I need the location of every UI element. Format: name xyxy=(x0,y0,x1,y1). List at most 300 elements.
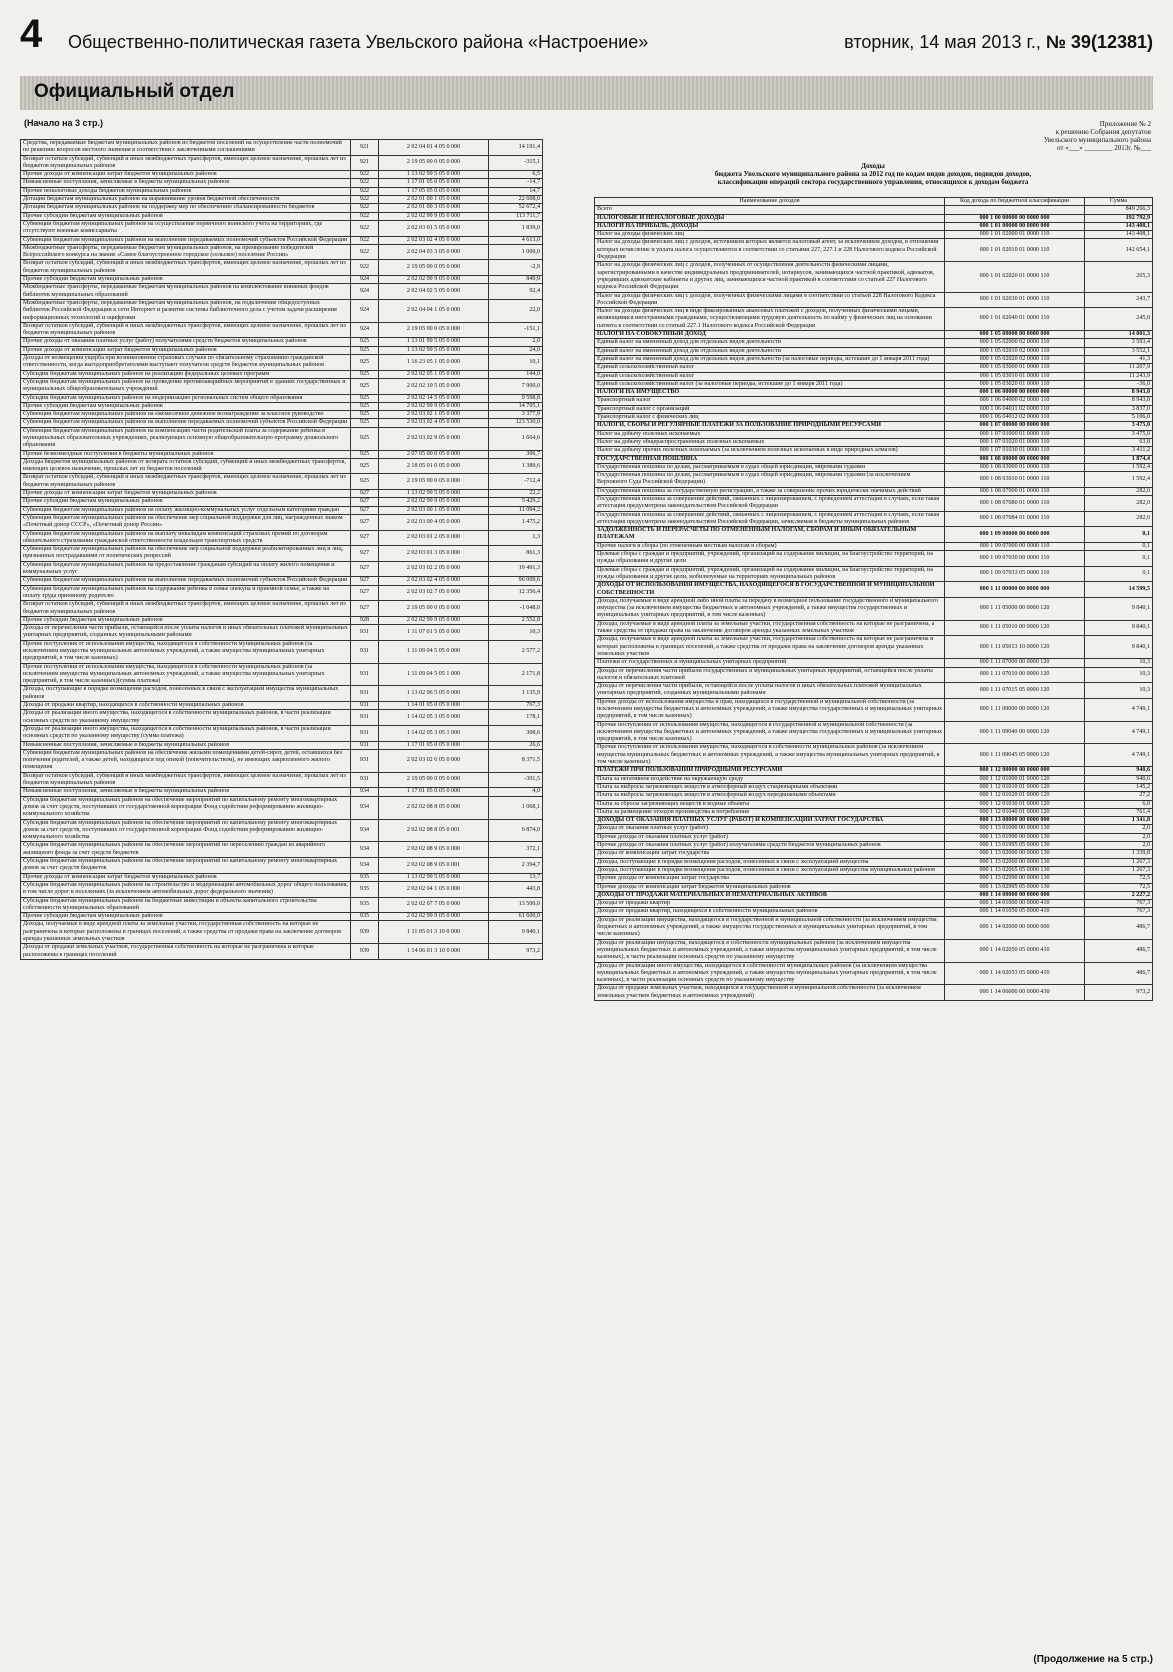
table-cell: Доходы от реализации иного имущества, находящегося в собственности муниципальных районов, в части реализации основных средств по указанному имуществу (сумма платежа) xyxy=(21,725,351,741)
table-row xyxy=(595,372,1153,380)
table-row xyxy=(21,490,543,498)
table-cell: Доходы от продажи земельных участков, находящихся в государственной и муниципальной собственности (за исключением земельных участков бюджетных и автономных учреждений) xyxy=(595,985,945,1001)
table-cell: 1 14 02 05 3 05 0 000 xyxy=(379,710,489,726)
table-cell: 000 1 14 01050 05 0000 410 xyxy=(945,908,1085,916)
table-row xyxy=(21,244,543,260)
table-cell: Прочие доходы от компенсации затрат бюджетов муниципальных районов xyxy=(595,883,945,891)
table-cell: Межбюджетные трансферты, передаваемые бюджетам муниципальных районов, на премирование победителей Всероссийского конкурса на звание «Самое благоустроенное городское (сельское) поселение России» xyxy=(21,244,351,260)
table-cell: 1 592,4 xyxy=(1085,472,1153,488)
table-cell: Прочие поступления от использования имущества, находящегося в государственной и муниципальной собственности (за исключением имущества бюджетных и автономных учреждений, а также имущества государственных и муниципальных унитарных предприятий, в том числе казенных) xyxy=(595,721,945,744)
table-cell: 000 1 11 00000 00 0000 000 xyxy=(945,582,1085,598)
table-row xyxy=(21,179,543,187)
table-cell: 928 xyxy=(351,616,379,624)
table-cell: 2 394,7 xyxy=(489,858,543,874)
table-cell: 934 xyxy=(351,842,379,858)
table-cell: 9 840,1 xyxy=(489,921,543,944)
table-cell: 000 1 01 02030 01 0000 110 xyxy=(945,292,1085,308)
table-row xyxy=(595,800,1153,808)
table-row xyxy=(21,155,543,171)
table-cell: 9 598,8 xyxy=(489,394,543,402)
table-cell: 000 1 13 02065 05 0000 130 xyxy=(945,866,1085,874)
table-cell: 143 408,1 xyxy=(1085,231,1153,239)
table-cell: -14,7 xyxy=(489,179,543,187)
table-cell: 935 xyxy=(351,913,379,921)
table-row xyxy=(21,944,543,960)
table-cell: 000 1 14 00000 00 0000 000 xyxy=(945,891,1085,899)
table-cell: 934 xyxy=(351,819,379,842)
table-cell: 925 xyxy=(351,450,379,458)
table-cell: -1 048,0 xyxy=(489,601,543,617)
table-cell: 1 389,6 xyxy=(489,458,543,474)
table-cell: Налог на добычу общераспространенных полезных ископаемых xyxy=(595,438,945,446)
table-cell: НАЛОГИ НА ПРИБЫЛЬ, ДОХОДЫ xyxy=(595,222,945,230)
table-cell: 000 1 13 02060 00 0000 130 xyxy=(945,858,1085,866)
table-cell: 924 xyxy=(351,322,379,338)
table-cell: Доходы от возмещения ущерба при возникновении страховых случаев по обязательному страхованию гражданской ответственности, когда выгодоприобретателями выступают получатели средств бюджетов муниципальных районов xyxy=(21,355,351,371)
table-cell: 2 07 05 00 0 05 0 000 xyxy=(379,450,489,458)
table-cell: Прочие неналоговые доходы бюджетов муниципальных районов xyxy=(21,187,351,195)
table-cell: 000 1 13 00000 00 0000 000 xyxy=(945,817,1085,825)
table-cell: 1 11 09 04 5 05 1 000 xyxy=(379,663,489,686)
table-cell: 000 1 13 02000 00 0000 130 xyxy=(945,850,1085,858)
table-row xyxy=(595,551,1153,567)
table-cell: 000 1 05 03010 01 0000 110 xyxy=(945,372,1085,380)
table-row xyxy=(595,825,1153,833)
table-cell: ЗАДОЛЖЕННОСТЬ И ПЕРЕРАСЧЕТЫ ПО ОТМЕНЕННЫМ НАЛОГАМ, СБОРАМ И ИНЫМ ОБЯЗАТЕЛЬНЫМ ПЛАТЕЖАМ xyxy=(595,527,945,543)
table-row xyxy=(21,546,543,562)
table-cell: Субвенции бюджетам муниципальных районов на обеспечение жилыми помещениями детей-сирот, детей, оставшихся без попечения родителей, а также детей, находящихся под опекой (попечительством), не имеющих закрепленного жилого помещения xyxy=(21,749,351,772)
table-cell: 22 608,0 xyxy=(489,196,543,204)
table-cell: 000 1 05 02000 02 0000 110 xyxy=(945,339,1085,347)
header-sum: Сумма xyxy=(1085,198,1153,206)
table-cell: 4 749,1 xyxy=(1085,698,1153,721)
table-cell: 000 1 14 02053 05 0000 410 xyxy=(945,962,1085,985)
table-cell: Единый сельскохозяйственный налог (за налоговые периоды, истекшие до 1 января 2011 года) xyxy=(595,380,945,388)
table-cell: 939 xyxy=(351,944,379,960)
table-cell: Доходы от перечисления части прибыли, остающейся после уплаты налогов и иных обязательных платежей муниципальных унитарных предприятий, созданных муниципальными районами xyxy=(21,625,351,641)
table-cell: 000 1 14 01000 00 0000 410 xyxy=(945,900,1085,908)
table-cell: 935 xyxy=(351,897,379,913)
table-cell: 2 02 01 00 1 05 0 000 xyxy=(379,196,489,204)
table-row xyxy=(21,212,543,220)
table-cell: 3 593,4 xyxy=(1085,339,1153,347)
table-cell: 927 xyxy=(351,490,379,498)
table-cell: 924 xyxy=(351,276,379,284)
table-cell: 2 02 01 00 3 05 0 000 xyxy=(379,204,489,212)
table-cell: 1 13 02 99 5 05 0 000 xyxy=(379,873,489,881)
table-cell: 306,7 xyxy=(489,450,543,458)
table-cell: 243,7 xyxy=(1085,292,1153,308)
table-cell: 72,5 xyxy=(1085,883,1153,891)
table-cell: 2 02 02 08 8 05 0 001 xyxy=(379,819,489,842)
table-row xyxy=(595,405,1153,413)
table-row xyxy=(21,171,543,179)
table-cell: Субвенции бюджетам муниципальных районов на оплату жилищно-коммунальных услуг отдельным категориям граждан xyxy=(21,506,351,514)
table-cell: Субвенции бюджетам муниципальных районов на обеспечение мер социальной поддержки для лиц, награжденных знаком «Почетный донор СССР», «Почетный донор России» xyxy=(21,514,351,530)
table-cell: 000 1 07 00000 00 0000 000 xyxy=(945,422,1085,430)
table-cell: 940,6 xyxy=(1085,767,1153,775)
table-cell: Прочие доходы от компенсации затрат бюджетов муниципальных районов xyxy=(21,346,351,354)
table-cell: Налог на доходы физических лиц в виде фиксированных авансовых платежей с доходов, полученных физическими лицами, являющимися иностранными гражданами, осуществляющими трудовую деятельность по найму у физических лиц на основании патента в соответствии со статьей 227.1 Налогового кодекса Российской Федерации xyxy=(595,308,945,331)
table-row xyxy=(21,663,543,686)
table-row xyxy=(21,514,543,530)
table-cell: 1 475,2 xyxy=(489,514,543,530)
section-title: Официальный отдел xyxy=(34,81,235,102)
table-row xyxy=(21,873,543,881)
table-row xyxy=(21,881,543,897)
table-cell: 2 18 05 01 0 05 0 000 xyxy=(379,458,489,474)
table-cell: 000 1 11 09000 00 0000 120 xyxy=(945,698,1085,721)
table-cell: 767,3 xyxy=(489,702,543,710)
table-row xyxy=(21,702,543,710)
table-cell: 3 411,2 xyxy=(1085,447,1153,455)
table-cell: 5 106,0 xyxy=(1085,414,1153,422)
table-cell: 931 xyxy=(351,725,379,741)
table-cell: Субвенции бюджетам муниципальных районов на выплату инвалидам компенсаций страховых премий по договорам обязательного страхования гражданской ответственности владельцев транспортных средств xyxy=(21,530,351,546)
table-cell: 922 xyxy=(351,171,379,179)
table-cell: Возврат остатков субсидий, субвенций и иных межбюджетных трансфертов, имеющих целевое назначение, прошлых лет из бюджетов муниципальных районов xyxy=(21,601,351,617)
table-row xyxy=(21,741,543,749)
table-cell: Государственная пошлина за совершение действий, связанных с лицензированием, с проведением аттестации в случаях, если такая аттестация предусмотрена законодательством Российской Федерации, зачисляемая в бюджеты муниципальных районов xyxy=(595,511,945,527)
table-cell: 000 1 12 00000 00 0000 000 xyxy=(945,767,1085,775)
table-cell: 2 02 03 01 3 05 0 000 xyxy=(379,546,489,562)
table-cell: 2 02 02 99 9 05 0 000 xyxy=(379,498,489,506)
table-row xyxy=(21,640,543,663)
table-cell: 2 02 03 02 1 05 0 000 xyxy=(379,411,489,419)
table-cell: 000 1 09 07030 00 0000 110 xyxy=(945,551,1085,567)
table-row xyxy=(21,601,543,617)
table-row xyxy=(595,721,1153,744)
table-cell: 000 1 12 01000 01 0000 120 xyxy=(945,775,1085,783)
table-row xyxy=(595,698,1153,721)
table-cell: Государственная пошлина по делам, рассматриваемым в судах общей юрисдикции, мировыми судьями xyxy=(595,463,945,471)
table-cell: Платежи от государственных и муниципальных унитарных предприятий xyxy=(595,659,945,667)
table-cell: 921 xyxy=(351,155,379,171)
table-row xyxy=(595,808,1153,816)
table-cell: Единый налог на вмененный доход для отдельных видов деятельности xyxy=(595,339,945,347)
table-row xyxy=(21,788,543,796)
table-cell: 000 1 05 02010 02 0000 110 xyxy=(945,347,1085,355)
table-row xyxy=(21,772,543,788)
table-cell: 000 1 08 07080 01 0000 110 xyxy=(945,495,1085,511)
table-row xyxy=(595,527,1153,543)
table-cell: Доходы от реализации иного имущества, находящегося в собственности муниципальных районов, в части реализации основных средств по указанному имуществу xyxy=(21,710,351,726)
table-cell: 2 02 02 10 5 05 0 000 xyxy=(379,378,489,394)
table-cell: 000 1 09 00000 00 0000 000 xyxy=(945,527,1085,543)
table-row xyxy=(595,985,1153,1001)
table-cell: Прочие субсидии бюджетам муниципальных районов xyxy=(21,616,351,624)
table-cell: 11 243,9 xyxy=(1085,372,1153,380)
table-cell: 282,0 xyxy=(1085,495,1153,511)
issue-number: № 39(12381) xyxy=(1045,32,1153,52)
table-cell: 22,2 xyxy=(489,490,543,498)
appendix-line-1: Приложение № 2 xyxy=(1099,120,1151,128)
table-cell: 922 xyxy=(351,187,379,195)
right-revenue-table xyxy=(594,197,1153,1001)
table-cell: Транспортный налог xyxy=(595,397,945,405)
table-cell: Доходы от продажи квартир, находящихся в собственности муниципальных районов xyxy=(595,908,945,916)
table-cell: Межбюджетные трансферты, передаваемые бюджетам муниципальных районов, на подключение общедоступных библиотек Российской Федерации к сети Интернет и развитие системы библиотечного дела с учетом задачи расширения информационных технологий и оцифровки xyxy=(21,299,351,322)
table-cell: 000 1 13 02990 00 0000 130 xyxy=(945,875,1085,883)
table-cell: Прочие доходы от оказания платных услуг (работ) xyxy=(595,833,945,841)
table-cell: 10,3 xyxy=(489,625,543,641)
table-row xyxy=(21,897,543,913)
table-cell: Доходы от реализации имущества, находящегося в собственности муниципальных районов (за исключением имущества муниципальных бюджетных и автономных учреждений, а также имущества муниципальных унитарных предприятий, в том числе казенных), в части реализации основных средств по указанному имуществу xyxy=(595,939,945,962)
table-cell: 849,9 xyxy=(489,276,543,284)
table-cell: Прочие субсидии бюджетам муниципальных районов xyxy=(21,276,351,284)
table-cell: Единый налог на вмененный доход для отдельных видов деятельности xyxy=(595,347,945,355)
table-cell: 4,0 xyxy=(489,788,543,796)
table-cell: 486,7 xyxy=(1085,962,1153,985)
table-cell: Доходы, получаемые в виде арендной платы за земельные участки, государственная собственность на которые не разграничена, а также средства от продажи права на заключение договоров аренды указанных земельных участков xyxy=(595,620,945,636)
table-cell: 000 1 05 00000 00 0000 000 xyxy=(945,331,1085,339)
table-cell: Доходы, получаемые в виде арендной либо иной платы за передачу в возмездное пользование государственного и муниципального имущества (за исключением имущества бюджетных и автономных учреждений, а также имущества государственных и муниципальных унитарных предприятий, в том числе казенных) xyxy=(595,597,945,620)
table-cell: 1 13 01 99 5 05 0 000 xyxy=(379,338,489,346)
table-cell: 000 1 08 03010 01 0000 110 xyxy=(945,472,1085,488)
table-cell: 61 600,0 xyxy=(489,913,543,921)
continued-from: (Начало на 3 стр.) xyxy=(24,118,103,128)
table-cell: 1 339,8 xyxy=(1085,850,1153,858)
table-cell: 927 xyxy=(351,577,379,585)
table-cell: 921 xyxy=(351,140,379,156)
table-cell: 2 19 05 00 0 05 0 000 xyxy=(379,155,489,171)
table-cell: 922 xyxy=(351,236,379,244)
table-cell: 123 530,0 xyxy=(489,419,543,427)
table-cell: 4 749,1 xyxy=(1085,744,1153,767)
table-cell: 2 02 03 02 2 05 0 000 xyxy=(379,561,489,577)
newspaper-title: Общественно-политическая газета Увельского района «Настроение» xyxy=(68,32,649,52)
table-cell: Единый налог на вмененный доход для отдельных видов деятельности (за налоговые периоды, истекшие до 1 января 2011 года) xyxy=(595,355,945,363)
table-cell: 934 xyxy=(351,796,379,819)
table-cell: 925 xyxy=(351,427,379,450)
table-cell: 2 02 02 14 5 05 0 000 xyxy=(379,394,489,402)
table-row xyxy=(21,187,543,195)
table-cell: Субвенции бюджетам муниципальных районов на выполнение передаваемых полномочий субъектов Российской Федерации xyxy=(21,577,351,585)
table-cell: 927 xyxy=(351,601,379,617)
table-row xyxy=(595,582,1153,598)
table-row xyxy=(21,616,543,624)
table-cell: 178,1 xyxy=(489,710,543,726)
table-cell: 1 267,3 xyxy=(1085,866,1153,874)
table-row xyxy=(21,378,543,394)
table-cell: 10,1 xyxy=(489,355,543,371)
table-cell: 000 1 14 02000 00 0000 000 xyxy=(945,916,1085,939)
table-row xyxy=(595,355,1153,363)
table-row xyxy=(21,686,543,702)
table-cell: Доходы от продажи квартир xyxy=(595,900,945,908)
table-cell: 000 1 05 03000 01 0000 110 xyxy=(945,364,1085,372)
table-cell: 3 552,1 xyxy=(1085,347,1153,355)
issue-date xyxy=(844,32,1153,53)
table-row xyxy=(21,402,543,410)
table-cell: 3 837,0 xyxy=(1085,405,1153,413)
table-cell: Прочие безвозмездные поступления в бюджеты муниципальных районов xyxy=(21,450,351,458)
table-cell: Прочие доходы от компенсации затрат бюджетов муниципальных районов xyxy=(21,171,351,179)
table-row xyxy=(21,196,543,204)
appendix-line-4: от «___» ________ 2013г. №___ xyxy=(1057,144,1151,152)
table-cell: 849 266,3 xyxy=(1085,206,1153,214)
header-code: Код дохода по бюджетной классификации xyxy=(945,198,1085,206)
table-row xyxy=(595,620,1153,636)
table-cell: 22,0 xyxy=(489,299,543,322)
table-cell: 1 11 09 04 5 05 0 000 xyxy=(379,640,489,663)
table-cell: 1 664,6 xyxy=(489,427,543,450)
table-cell: Невыясненные поступления, зачисляемые в бюджеты муниципальных районов xyxy=(21,179,351,187)
table-row xyxy=(21,220,543,236)
table-cell: Субвенции бюджетам муниципальных районов на обеспечение мер социальной поддержки реабилитированных лиц и лиц, признанных пострадавшими от политических репрессий xyxy=(21,546,351,562)
table-cell: Прочие доходы от оказания платных услуг (работ) получателями средств бюджетов муниципальных районов xyxy=(21,338,351,346)
table-cell: 000 1 08 00000 00 0000 000 xyxy=(945,455,1085,463)
table-cell: 1 13 02 99 5 05 0 000 xyxy=(379,346,489,354)
table-cell: НАЛОГИ, СБОРЫ И РЕГУЛЯРНЫЕ ПЛАТЕЖИ ЗА ПОЛЬЗОВАНИЕ ПРИРОДНЫМИ РЕСУРСАМИ xyxy=(595,422,945,430)
table-row xyxy=(21,338,543,346)
table-cell: 934 xyxy=(351,858,379,874)
table-cell: 3 475,0 xyxy=(1085,422,1153,430)
table-row xyxy=(595,430,1153,438)
table-cell: Субсидии бюджетам муниципальных районов на обеспечение мероприятий по переселению граждан из аварийного жилищного фонда за счет средств бюджетов xyxy=(21,842,351,858)
table-cell: 939 xyxy=(351,921,379,944)
table-cell: 925 xyxy=(351,474,379,490)
table-row xyxy=(595,339,1153,347)
date-text: вторник, 14 мая 2013 г., xyxy=(844,32,1041,52)
table-cell: Межбюджетные трансферты, передаваемые бюджетам муниципальных районов на комплектование книжных фондов библиотек муниципальных образований xyxy=(21,284,351,300)
table-cell: 924 xyxy=(351,299,379,322)
table-cell: 6,0 xyxy=(1085,800,1153,808)
table-cell: 1 13 02 06 5 05 0 000 xyxy=(379,686,489,702)
table-row xyxy=(595,636,1153,659)
table-cell: 3 377,9 xyxy=(489,411,543,419)
table-row xyxy=(595,455,1153,463)
table-row xyxy=(595,875,1153,883)
table-cell: Возврат остатков субсидий, субвенций и иных межбюджетных трансфертов, имеющих целевое назначение, прошлых лет из бюджетов муниципальных районов xyxy=(21,474,351,490)
table-cell: 1 135,9 xyxy=(489,686,543,702)
table-row xyxy=(595,962,1153,985)
table-row xyxy=(21,140,543,156)
table-cell: Субсидии бюджетам муниципальных районов на строительство и модернизацию автомобильных дорог общего пользования, в том числе дорог в поселениях (за исключением автомобильных дорог федерального значения) xyxy=(21,881,351,897)
table-cell: 2 02 04 01 4 05 0 000 xyxy=(379,140,489,156)
table-cell: Субсидии бюджетам муниципальных районов на модернизацию региональных систем общего образования xyxy=(21,394,351,402)
table-cell: 9 840,1 xyxy=(1085,620,1153,636)
table-row xyxy=(21,299,543,322)
table-row xyxy=(595,817,1153,825)
table-cell: 1 14 06 01 3 10 0 000 xyxy=(379,944,489,960)
table-cell: 925 xyxy=(351,402,379,410)
table-cell: -391,5 xyxy=(489,772,543,788)
table-cell: 2 19 05 00 0 05 0 000 xyxy=(379,772,489,788)
table-cell: Возврат остатков субсидий, субвенций и иных межбюджетных трансфертов, имеющих целевое назначение, прошлых лет из бюджетов муниципальных районов xyxy=(21,260,351,276)
table-row xyxy=(595,414,1153,422)
table-cell: 2 02 03 00 1 05 0 000 xyxy=(379,506,489,514)
table-cell: Прочие поступления от использования имущества, находящегося в собственности муниципальных районов (за исключением имущества муниципальных бюджетных и автономных учреждений, а также имущества муниципальных унитарных предприятий, в том числе казенных) xyxy=(595,744,945,767)
table-cell: 4 613,0 xyxy=(489,236,543,244)
table-cell: 0,1 xyxy=(1085,527,1153,543)
table-cell: 13 500,0 xyxy=(489,897,543,913)
table-cell: Субсидии бюджетам муниципальных районов на обеспечение мероприятий по капитальному ремонту многоквартирных домов за счет средств бюджетов xyxy=(21,858,351,874)
table-row xyxy=(21,260,543,276)
table-cell: Доходы, получаемые в виде арендной платы за земельные участки, государственная собственность на которые не разграничена и которые расположены в границах поселений, а также средства от продажи права на заключение договоров аренды указанных земельных участков xyxy=(21,921,351,944)
table-cell: 000 1 08 03000 01 0000 110 xyxy=(945,463,1085,471)
table-cell: 000 1 05 03020 01 0000 110 xyxy=(945,380,1085,388)
table-cell: 000 1 07 01000 01 0000 110 xyxy=(945,430,1085,438)
table-cell: Прочие доходы от оказания платных услуг (работ) получателями средств бюджетов муниципальных районов xyxy=(595,842,945,850)
table-cell: Доходы от продажи квартир, находящихся в собственности муниципальных районов xyxy=(21,702,351,710)
table-cell: Субсидии бюджетам муниципальных районов на реализацию федеральных целевых программ xyxy=(21,370,351,378)
table-cell: Государственная пошлина за совершение действий, связанных с лицензированием, с проведением аттестации в случаях, если такая аттестация предусмотрена законодательством Российской Федерации xyxy=(595,495,945,511)
left-revenue-table xyxy=(20,139,543,960)
table-cell: 000 1 11 07000 00 0000 120 xyxy=(945,659,1085,667)
table-row xyxy=(595,767,1153,775)
table-cell: 000 1 07 01020 01 0000 110 xyxy=(945,438,1085,446)
table-cell: 1 874,4 xyxy=(1085,455,1153,463)
table-cell: ДОХОДЫ ОТ ПРОДАЖИ МАТЕРИАЛЬНЫХ И НЕМАТЕРИАЛЬНЫХ АКТИВОВ xyxy=(595,891,945,899)
table-row xyxy=(595,487,1153,495)
table-row xyxy=(595,683,1153,699)
table-cell: 8 943,0 xyxy=(1085,389,1153,397)
table-cell: Прочие субсидии бюджетам муниципальных районов xyxy=(21,212,351,220)
table-cell: 72,5 xyxy=(1085,875,1153,883)
table-cell: Доходы от перечисления части прибыли, остающейся после уплаты налогов и иных обязательных платежей муниципальных унитарных предприятий, созданных муниципальными районами xyxy=(595,683,945,699)
table-row xyxy=(595,511,1153,527)
table-cell: -315,1 xyxy=(489,155,543,171)
table-cell: 2 577,2 xyxy=(489,640,543,663)
table-cell: 2 19 05 00 0 05 0 000 xyxy=(379,260,489,276)
table-row xyxy=(595,908,1153,916)
table-cell: 6,5 xyxy=(489,171,543,179)
table-cell: 2 552,8 xyxy=(489,616,543,624)
table-cell: 000 1 11 09040 00 0000 120 xyxy=(945,721,1085,744)
table-row xyxy=(21,498,543,506)
table-cell: Плата за выбросы загрязняющих веществ в атмосферный воздух стационарными объектами xyxy=(595,783,945,791)
table-cell: Налог на добычу полезных ископаемых xyxy=(595,430,945,438)
table-cell: 245,0 xyxy=(1085,308,1153,331)
table-cell: 1 592,4 xyxy=(1085,463,1153,471)
table-cell: Субсидии бюджетам муниципальных районов на проведение противоаварийных мероприятий в зданиях государственных и муниципальных общеобразовательных учреждений xyxy=(21,378,351,394)
table-cell: Прочие доходы от компенсации затрат государства xyxy=(595,875,945,883)
table-cell: 000 1 01 02000 01 0000 110 xyxy=(945,231,1085,239)
right-title-line-3: классификации операций сектора государственного управления, относящихся к доходам бюджета xyxy=(717,178,1029,186)
table-cell: Плата за негативное воздействие на окружающую среду xyxy=(595,775,945,783)
right-table-header xyxy=(595,198,1153,206)
table-cell: ПЛАТЕЖИ ПРИ ПОЛЬЗОВАНИИ ПРИРОДНЫМИ РЕСУРСАМИ xyxy=(595,767,945,775)
table-row xyxy=(21,921,543,944)
table-cell: 935 xyxy=(351,873,379,881)
table-row xyxy=(595,833,1153,841)
table-cell: 9 840,1 xyxy=(1085,636,1153,659)
table-cell: 92,4 xyxy=(489,284,543,300)
table-cell: Прочие поступления от использования имущества, находящегося в собственности муниципальных районов (за исключением имущества муниципальных автономных учреждений, а также имущества муниципальных унитарных предприятий, в том числе казенных)(сумма платежа) xyxy=(21,663,351,686)
table-cell: Прочие субсидии бюджетам муниципальных районов xyxy=(21,913,351,921)
table-cell: Налог на доходы физических лиц с доходов, полученных физическими лицами в соответствии со статьей 228 Налогового Кодекса Российской Федерации xyxy=(595,292,945,308)
table-cell: 925 xyxy=(351,346,379,354)
table-cell: 922 xyxy=(351,204,379,212)
table-row xyxy=(595,206,1153,214)
table-cell: 1 17 01 05 0 05 0 000 xyxy=(379,788,489,796)
table-cell: Плата за сбросы загрязняющих веществ в водные объекты xyxy=(595,800,945,808)
table-cell: Возврат остатков субсидий, субвенций и иных межбюджетных трансфертов, имеющих целевое назначение, прошлых лет из бюджетов муниципальных районов xyxy=(21,322,351,338)
table-cell: 931 xyxy=(351,625,379,641)
table-cell: Дотации бюджетам муниципальных районов на выравнивание уровня бюджетной обеспеченности xyxy=(21,196,351,204)
table-row xyxy=(595,883,1153,891)
table-cell: 2 02 03 02 7 05 0 000 xyxy=(379,585,489,601)
table-row xyxy=(21,530,543,546)
table-cell: 000 1 06 00000 00 0000 000 xyxy=(945,389,1085,397)
table-cell: Плата за выбросы загрязняющих веществ в атмосферный воздух передвижными объектами xyxy=(595,792,945,800)
table-cell: 922 xyxy=(351,244,379,260)
table-cell: НАЛОГИ НА ИМУЩЕСТВО xyxy=(595,389,945,397)
table-cell: Субвенции бюджетам муниципальных районов на компенсацию части родительской платы за содержание ребенка в муниципальных образовательных учреждениях, реализующих основную общеобразовательную программу дошкольного образования xyxy=(21,427,351,450)
table-cell: 2 02 03 02 4 05 0 000 xyxy=(379,236,489,244)
table-row xyxy=(595,422,1153,430)
